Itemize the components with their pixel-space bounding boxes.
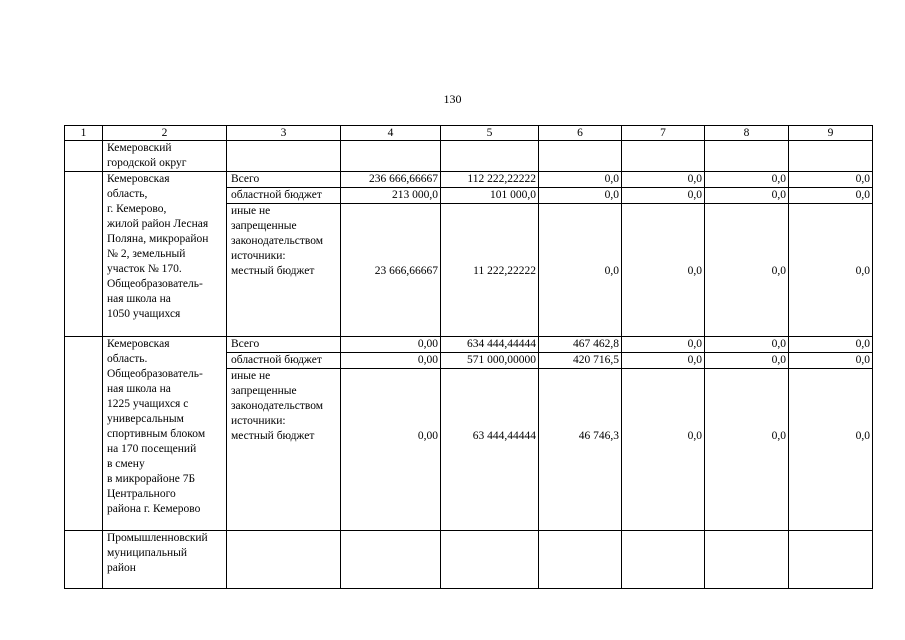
column-number-row <box>65 126 873 141</box>
cell-value: 0,0 <box>789 369 873 531</box>
page-number: 130 <box>443 92 462 106</box>
district-name: Кемеровский городской округ <box>103 141 227 172</box>
budget-table <box>64 125 873 589</box>
cell-value: 0,0 <box>705 337 789 353</box>
cell-value: 11 222,22222 <box>441 204 539 337</box>
column-header: 2 <box>103 126 227 141</box>
row-label-other: иные не запрещенные законодательством источники: местный бюджет <box>227 369 341 531</box>
cell-value: 0,0 <box>789 337 873 353</box>
column-header: 6 <box>539 126 622 141</box>
row-label-regional: областной бюджет <box>227 188 341 204</box>
row-label-regional: областной бюджет <box>227 353 341 369</box>
cell-value: 46 746,3 <box>539 369 622 531</box>
cell-value: 0,00 <box>341 353 441 369</box>
project-description: Кемеровская область. Общеобразователь- ная школа на 1225 учащихся с универсальным спортивным блоком на 170 посещений в смену в микрорайоне 7Б Центрального района г. Кемерово <box>103 337 227 531</box>
cell-value: 0,0 <box>789 188 873 204</box>
column-header: 5 <box>441 126 539 141</box>
cell-value: 63 444,44444 <box>441 369 539 531</box>
column-header: 9 <box>789 126 873 141</box>
column-header: 3 <box>227 126 341 141</box>
column-header: 4 <box>341 126 441 141</box>
cell-value: 0,00 <box>341 337 441 353</box>
cell-value: 420 716,5 <box>539 353 622 369</box>
cell-value: 0,0 <box>539 172 622 188</box>
cell-value: 0,0 <box>789 353 873 369</box>
cell-value: 0,0 <box>705 188 789 204</box>
column-header: 1 <box>65 126 103 141</box>
cell-value: 0,0 <box>622 353 705 369</box>
row-label-other: иные не запрещенные законодательством источники: местный бюджет <box>227 204 341 337</box>
row-label-total: Всего <box>227 172 341 188</box>
table-row <box>65 172 873 188</box>
cell-value: 634 444,44444 <box>441 337 539 353</box>
cell-value: 236 666,66667 <box>341 172 441 188</box>
district-name: Промышленновский муниципальный район <box>103 531 227 589</box>
cell-value: 0,00 <box>341 369 441 531</box>
cell-value: 0,0 <box>622 188 705 204</box>
cell-value: 23 666,66667 <box>341 204 441 337</box>
cell-value: 571 000,00000 <box>441 353 539 369</box>
table-row <box>65 337 873 353</box>
cell-value: 0,0 <box>789 172 873 188</box>
cell-value: 0,0 <box>622 369 705 531</box>
cell-value: 213 000,0 <box>341 188 441 204</box>
cell-value: 101 000,0 <box>441 188 539 204</box>
cell-value: 0,0 <box>705 369 789 531</box>
cell-value: 0,0 <box>789 204 873 337</box>
district-row <box>65 141 873 172</box>
project-description: Кемеровская область, г. Кемерово, жилой район Лесная Поляна, микрорайон № 2, земельный участок № 170. Общеобразователь- ная школа на 1050 учащихся <box>103 172 227 337</box>
cell-value: 0,0 <box>622 337 705 353</box>
district-row <box>65 531 873 589</box>
cell-value: 467 462,8 <box>539 337 622 353</box>
column-header: 7 <box>622 126 705 141</box>
row-label-total: Всего <box>227 337 341 353</box>
cell-value: 0,0 <box>622 204 705 337</box>
cell-value: 0,0 <box>705 172 789 188</box>
cell-value: 0,0 <box>622 172 705 188</box>
column-header: 8 <box>705 126 789 141</box>
cell-value: 0,0 <box>539 188 622 204</box>
cell-value: 0,0 <box>539 204 622 337</box>
cell-value: 0,0 <box>705 204 789 337</box>
cell-value: 0,0 <box>705 353 789 369</box>
cell-value: 112 222,22222 <box>441 172 539 188</box>
